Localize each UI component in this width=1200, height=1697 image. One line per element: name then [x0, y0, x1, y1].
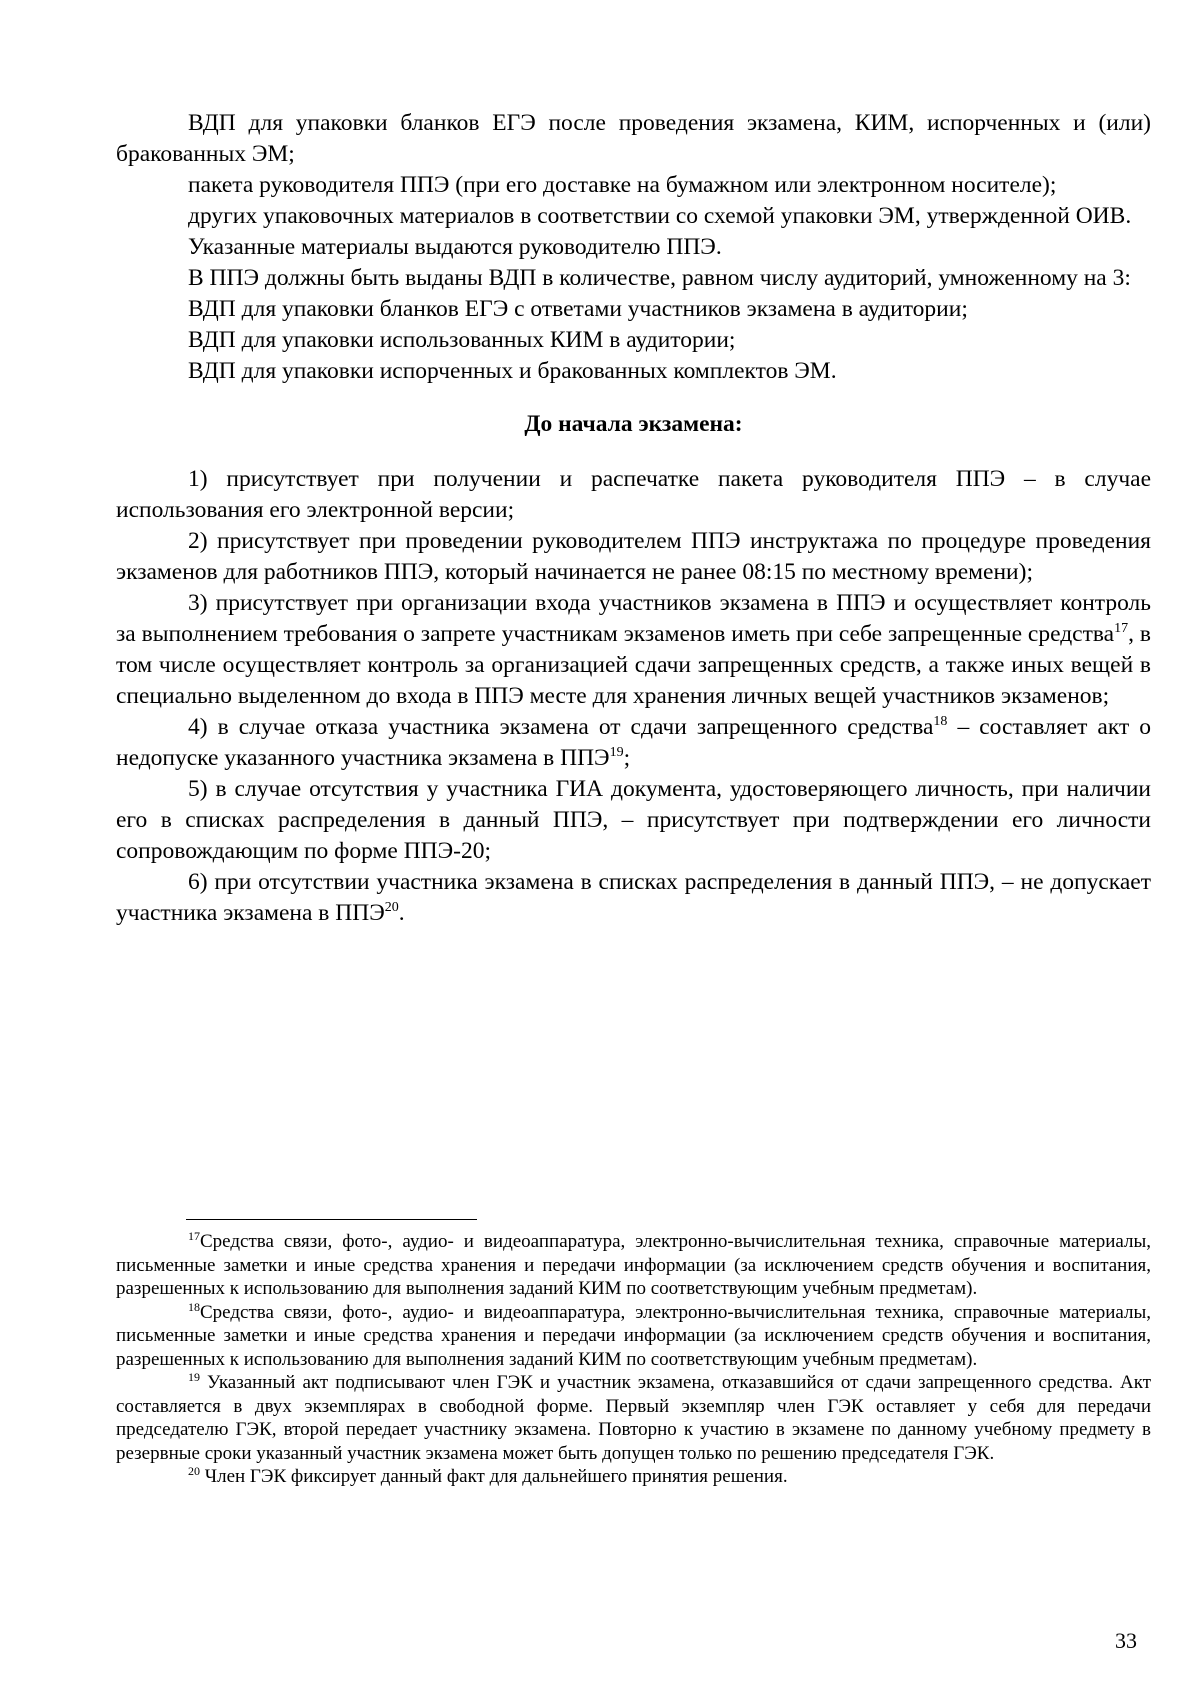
footnote-ref-17[interactable]: 17: [1114, 621, 1129, 636]
list-item-text: .: [398, 900, 405, 926]
list-item-text: , в том числе осуществляет контроль за организацией сдачи запрещенных средств, а также иных вещей в специально выделенном до входа в ППЭ месте для хранения личных вещей участников экзаменов;: [116, 621, 1151, 709]
footnote-text: Средства связи, фото-, аудио- и видеоаппаратура, электронно-вычислительная техника, справочные материалы, письменные заметки и иные средства хранения и передачи информации (за исключением средств обучения и воспитания, разрешенных к использованию для выполнения заданий КИМ по соответствующим учебным предметам).: [116, 1301, 1151, 1370]
footnote-20: [116, 1465, 1151, 1489]
paragraph: ВДП для упаковки использованных КИМ в аудитории;: [188, 327, 736, 353]
document-body: [116, 108, 1151, 929]
footnote-number: 18: [188, 1299, 200, 1314]
paragraph: ВДП для упаковки бланков ЕГЭ с ответами участников экзамена в аудитории;: [188, 296, 968, 322]
footnote-ref-18[interactable]: 18: [933, 714, 948, 729]
paragraph: В ППЭ должны быть выданы ВДП в количестве, равном числу аудиторий, умноженному на 3:: [188, 265, 1131, 291]
list-item-text: 4) в случае отказа участника экзамена от сдачи запрещенного средства: [188, 714, 934, 740]
section-heading: До начала экзамена:: [524, 411, 743, 437]
list-item-text: 6) при отсутствии участника экзамена в списках распределения в данный ППЭ, – не допускает участника экзамена в ППЭ: [116, 869, 1151, 926]
list-item-text: – составляет акт о недопуске указанного участника экзамена в ППЭ: [116, 714, 1151, 771]
footnote-number: 20: [188, 1464, 200, 1478]
list-item-text: 3) присутствует при организации входа участников экзамена в ППЭ и осуществляет контроль за выполнением требования о запрете участникам экзаменов иметь при себе запрещенные средства: [116, 590, 1151, 647]
footnote-number: 19: [188, 1370, 200, 1384]
list-item: 2) присутствует при проведении руководителем ППЭ инструктажа по процедуре проведения экзаменов для работников ППЭ, который начинается не ранее 08:15 по местному времени);: [116, 528, 1151, 585]
footnotes: [116, 1230, 1151, 1489]
footnote-18: [116, 1301, 1151, 1372]
footnote-text: Член ГЭК фиксирует данный факт для дальнейшего принятия решения.: [200, 1466, 788, 1487]
paragraph: Указанные материалы выдаются руководителю ППЭ.: [188, 234, 722, 260]
list-item: [116, 867, 1151, 929]
paragraph: пакета руководителя ППЭ (при его доставке на бумажном или электронном носителе);: [188, 172, 1057, 198]
footnote-ref-20[interactable]: 20: [384, 900, 399, 915]
footnote-text: Средства связи, фото-, аудио- и видеоаппаратура, электронно-вычислительная техника, справочные материалы, письменные заметки и иные средства хранения и передачи информации (за исключением средств обучения и воспитания, разрешенных к использованию для выполнения заданий КИМ по соответствующим учебным предметам).: [116, 1231, 1151, 1299]
list-item: 5) в случае отсутствия у участника ГИА документа, удостоверяющего личность, при наличии его в списках распределения в данный ППЭ, – присутствует при подтверждении его личности сопровождающим по форме ППЭ-20;: [116, 776, 1151, 864]
paragraph: других упаковочных материалов в соответствии со схемой упаковки ЭМ, утвержденной ОИВ.: [188, 203, 1132, 229]
list-item: [116, 712, 1151, 774]
footnote-separator: [186, 1219, 477, 1220]
footnote-17: [116, 1230, 1151, 1301]
footnote-number: 17: [188, 1229, 200, 1243]
paragraph: ВДП для упаковки бланков ЕГЭ после проведения экзамена, КИМ, испорченных и (или) бракованных ЭМ;: [116, 110, 1151, 167]
footnote-text: Указанный акт подписывают член ГЭК и участник экзамена, отказавшийся от сдачи запрещенного средства. Акт составляется в двух экземплярах в свободной форме. Первый экземпляр член ГЭК оставляет у себя для передачи председателю ГЭК, второй передает участнику экзамена. Повторно к участию в экзамене по данному учебному предмету в резервные сроки указанный участник экзамена может быть допущен только по решению председателя ГЭК.: [116, 1372, 1151, 1464]
page-number: 33: [1115, 1628, 1137, 1653]
list-item-text: ;: [623, 745, 631, 771]
footnote-19: [116, 1371, 1151, 1465]
list-item: [116, 588, 1151, 712]
footnote-ref-19[interactable]: 19: [609, 745, 624, 760]
list-item: 1) присутствует при получении и распечатке пакета руководителя ППЭ – в случае использования его электронной версии;: [116, 466, 1151, 523]
paragraph: ВДП для упаковки испорченных и бракованных комплектов ЭМ.: [188, 358, 837, 384]
